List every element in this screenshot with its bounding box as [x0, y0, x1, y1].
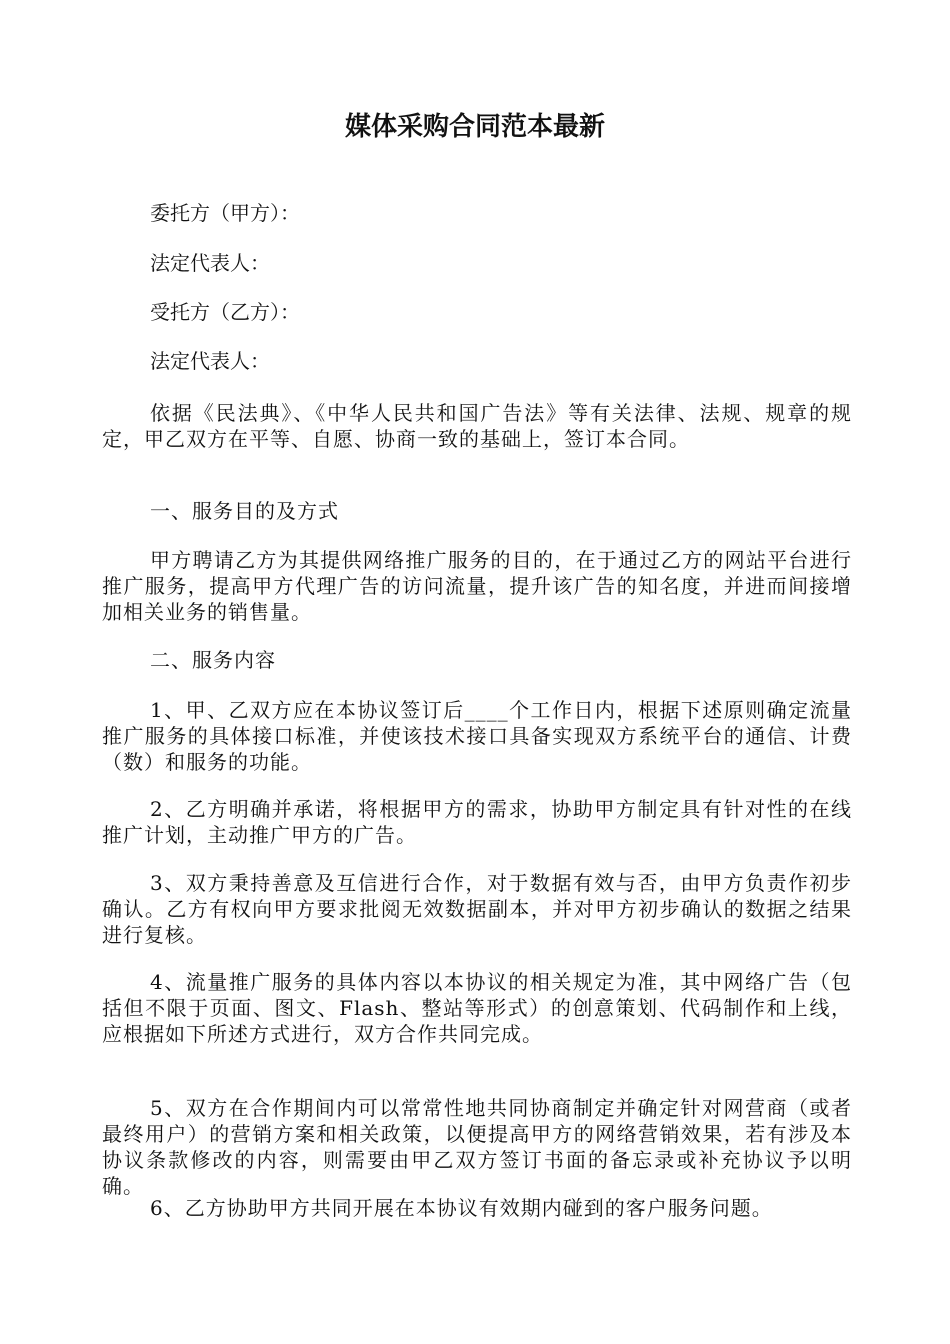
clause-item: 5、双方在合作期间内可以常常性地共同协商制定并确定针对网营商（或者最终用户）的营销方案和相关政策，以便提高甲方的网络营销效果，若有涉及本协议条款修改的内容，则需要由甲乙双方签订书面的备忘录或补充协议予以明确。 — [102, 1096, 852, 1198]
clause-item: 1、甲、乙双方应在本协议签订后____个工作日内，根据下述原则确定流量推广服务的具体接口标准，并使该技术接口具备实现双方系统平台的通信、计费（数）和服务的功能。 — [102, 698, 852, 774]
clause-item: 6、乙方协助甲方共同开展在本协议有效期内碰到的客户服务问题。 — [150, 1196, 773, 1220]
clause-item: 3、双方秉持善意及互信进行合作，对于数据有效与否，由甲方负责作初步确认。乙方有权向甲方要求批阅无效数据副本，并对甲方初步确认的数据之结果进行复核。 — [102, 871, 852, 947]
preamble-paragraph: 依据《民法典》、《中华人民共和国广告法》等有关法律、法规、规章的规定，甲乙双方在平等、自愿、协商一致的基础上，签订本合同。 — [102, 401, 852, 451]
clause-item: 4、流量推广服务的具体内容以本协议的相关规定为准，其中网络广告（包括但不限于页面、图文、Flash、整站等形式）的创意策划、代码制作和上线，应根据如下所述方式进行，双方合作共同完成。 — [102, 970, 852, 1046]
party-b-representative-label: 法定代表人： — [150, 349, 270, 373]
document-title: 媒体采购合同范本最新 — [344, 112, 605, 142]
party-b-label: 受托方（乙方）： — [150, 300, 300, 324]
section-heading: 二、服务内容 — [150, 648, 276, 672]
section-heading: 一、服务目的及方式 — [150, 499, 339, 523]
section-paragraph: 甲方聘请乙方为其提供网络推广服务的目的，在于通过乙方的网站平台进行推广服务，提高甲方代理广告的访问流量，提升该广告的知名度，并进而间接增加相关业务的销售量。 — [102, 548, 852, 624]
party-a-label: 委托方（甲方）： — [150, 201, 300, 225]
party-a-representative-label: 法定代表人： — [150, 251, 270, 275]
clause-item: 2、乙方明确并承诺，将根据甲方的需求，协助甲方制定具有针对性的在线推广计划，主动推广甲方的广告。 — [102, 797, 852, 847]
